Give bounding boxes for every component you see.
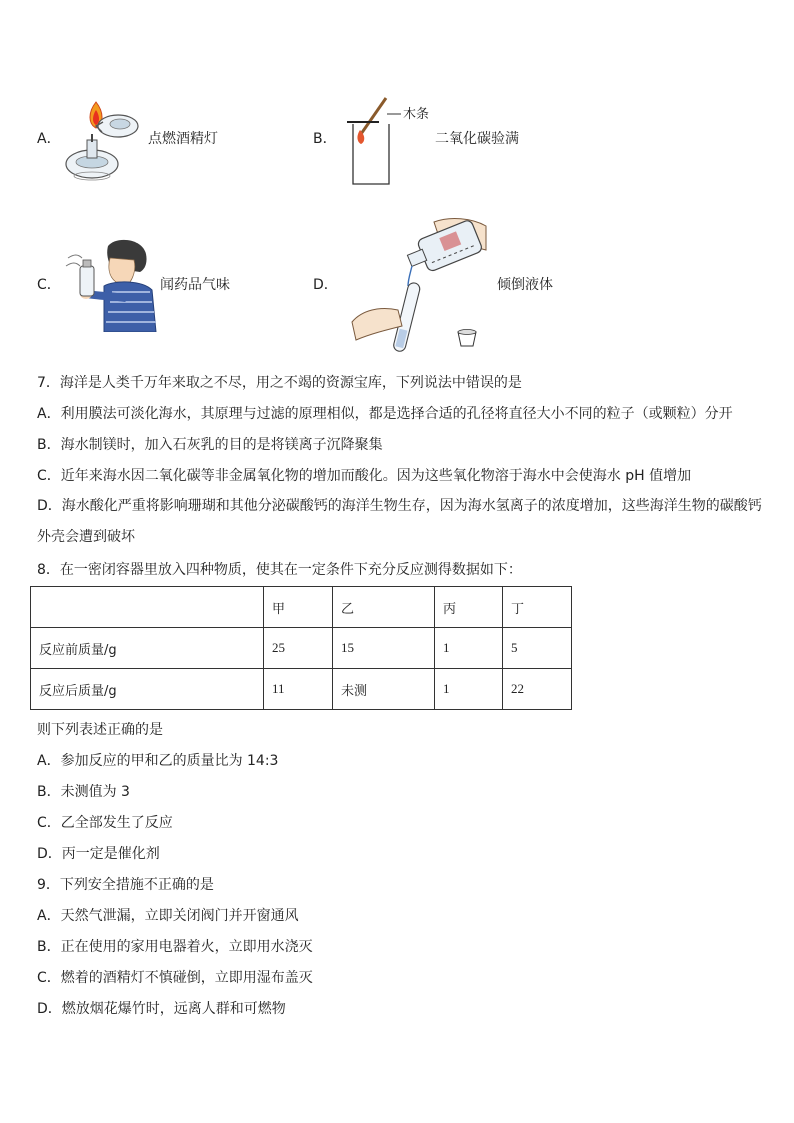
q8-option-a: A．参加反应的甲和乙的质量比为 14:3 <box>37 753 279 769</box>
table-cell: 1 <box>435 628 503 669</box>
figure-a-caption: 点燃酒精灯 <box>148 131 218 147</box>
q8-lead: 则下列表述正确的是 <box>37 722 163 738</box>
smelling-reagent-illustration <box>64 236 160 332</box>
figure-d-caption: 倾倒液体 <box>497 277 553 293</box>
table-header-cell: 乙 <box>333 587 435 628</box>
figure-a-letter: A． <box>37 131 61 147</box>
table-cell: 未测 <box>333 669 435 710</box>
q8-option-c: C．乙全部发生了反应 <box>37 815 173 831</box>
table-header-cell: 丁 <box>503 587 572 628</box>
q9-stem: 9．下列安全措施不正确的是 <box>37 877 214 893</box>
reaction-data-table <box>30 586 572 710</box>
q7-option-a: A．利用膜法可淡化海水，其原理与过滤的原理相似，都是选择合适的孔径将直径大小不同的粒子（或颗粒）分开 <box>37 406 733 422</box>
table-header-cell: 甲 <box>264 587 333 628</box>
table-cell: 11 <box>264 669 333 710</box>
q7-stem: 7．海洋是人类千万年来取之不尽，用之不竭的资源宝库，下列说法中错误的是 <box>37 375 522 391</box>
table-header-cell <box>31 587 264 628</box>
q7-option-b: B．海水制镁时，加入石灰乳的目的是将镁离子沉降聚集 <box>37 437 383 453</box>
table-header-row <box>31 587 572 628</box>
table-cell: 1 <box>435 669 503 710</box>
figure-b-caption: 二氧化碳验满 <box>435 131 519 147</box>
figure-b-callout: 木条 <box>403 107 430 122</box>
table-cell: 22 <box>503 669 572 710</box>
figure-b-letter: B． <box>313 131 337 147</box>
q8-option-d: D．丙一定是催化剂 <box>37 846 160 862</box>
pouring-liquid-illustration <box>346 210 490 358</box>
table-cell: 25 <box>264 628 333 669</box>
figure-c-letter: C． <box>37 277 61 293</box>
q8-option-b: B．未测值为 3 <box>37 784 130 800</box>
alcohol-lamp-lighting-illustration <box>58 96 148 188</box>
q7-option-c: C．近年来海水因二氧化碳等非金属氧化物的增加而酸化。因为这些氧化物溶于海水中会使海水 pH 值增加 <box>37 468 692 484</box>
figure-c-caption: 闻药品气味 <box>160 277 230 293</box>
q7-option-d: D．海水酸化严重将影响珊瑚和其他分泌碳酸钙的海洋生物生存，因为海水氢离子的浓度增加，这些海洋生物的碳酸钙外壳会遭到破坏 <box>37 498 762 545</box>
q9-option-d: D．燃放烟花爆竹时，远离人群和可燃物 <box>37 1001 286 1017</box>
table-cell: 反应前质量/g <box>31 628 264 669</box>
q9-option-c: C．燃着的酒精灯不慎碰倒，立即用湿布盖灭 <box>37 970 313 986</box>
table-cell: 反应后质量/g <box>31 669 264 710</box>
co2-test-bottle-illustration <box>343 96 403 188</box>
q9-option-a: A．天然气泄漏，立即关闭阀门并开窗通风 <box>37 908 299 924</box>
table-row <box>31 669 572 710</box>
q8-stem: 8．在一密闭容器里放入四种物质，使其在一定条件下充分反应测得数据如下： <box>37 562 522 578</box>
table-header-cell: 丙 <box>435 587 503 628</box>
table-row <box>31 628 572 669</box>
table-cell: 5 <box>503 628 572 669</box>
q9-option-b: B．正在使用的家用电器着火，立即用水浇灭 <box>37 939 313 955</box>
figure-d-letter: D． <box>313 277 338 293</box>
table-cell: 15 <box>333 628 435 669</box>
